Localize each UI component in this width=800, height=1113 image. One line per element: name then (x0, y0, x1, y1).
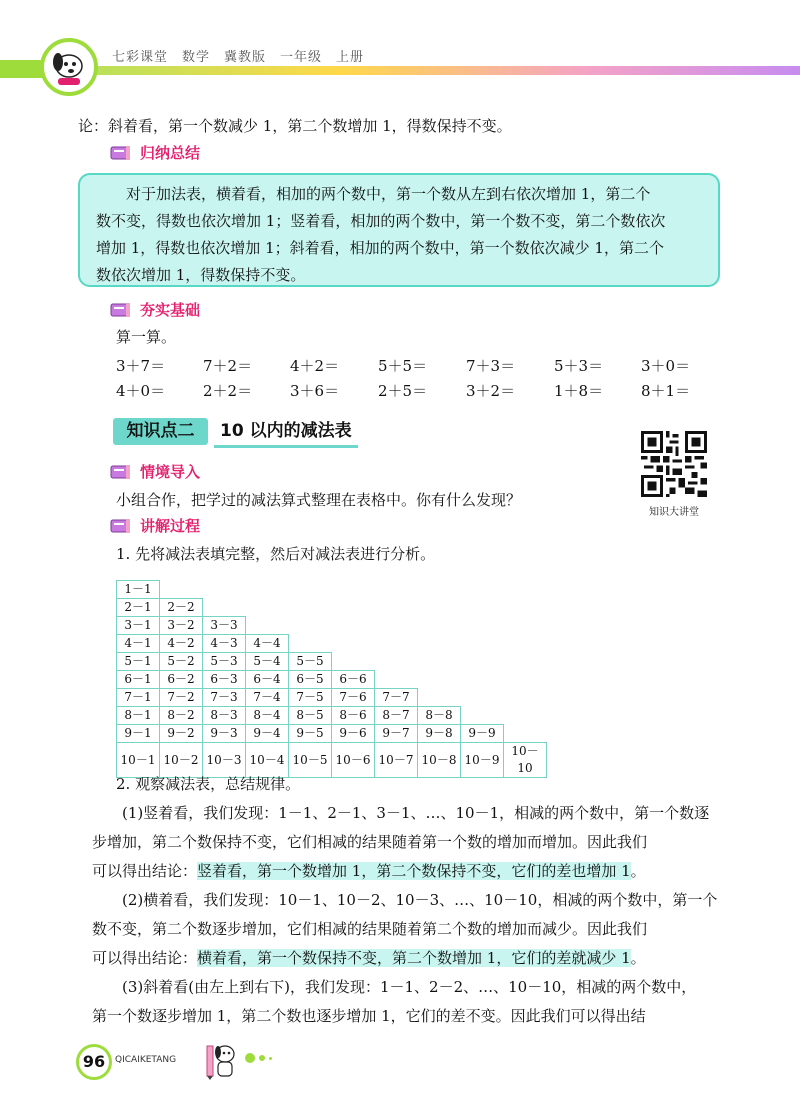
table-cell: 6－4 (246, 671, 289, 689)
notebook-icon (110, 302, 132, 318)
table-cell-empty (504, 707, 547, 725)
table-cell-empty (332, 635, 375, 653)
page-number: 96 (76, 1044, 112, 1080)
dog-pencil-icon (205, 1040, 239, 1080)
equation: 7＋3＝ (466, 357, 516, 375)
table-cell-empty (203, 599, 246, 617)
foundation-heading-text: 夯实基础 (140, 301, 201, 319)
paragraph-1-line-3-prefix: 可以得出结论： (92, 862, 198, 880)
table-cell: 6－1 (117, 671, 160, 689)
table-cell: 7－2 (160, 689, 203, 707)
summary-line-1: 对于加法表，横着看，相加的两个数中，第一个数从左到右依次增加 1，第二个 (126, 185, 651, 203)
table-cell-empty (461, 671, 504, 689)
notebook-icon (110, 518, 132, 534)
table-row (117, 671, 547, 689)
table-cell: 3－2 (160, 617, 203, 635)
table-cell: 8－5 (289, 707, 332, 725)
step-1: 1. 先将减法表填完整，然后对减法表进行分析。 (116, 545, 436, 563)
table-cell: 7－1 (117, 689, 160, 707)
table-cell: 6－6 (332, 671, 375, 689)
table-cell-empty (289, 617, 332, 635)
table-cell: 9－7 (375, 725, 418, 743)
table-cell: 9－9 (461, 725, 504, 743)
subtraction-table (116, 580, 547, 778)
table-row (117, 599, 547, 617)
paragraph-1-line-1: (1)竖着看，我们发现：1－1、2－1、3－1、…、10－1，相减的两个数中，第一个数逐 (122, 804, 710, 822)
dog-mascot-icon (44, 42, 94, 92)
table-cell-empty (332, 599, 375, 617)
table-cell-empty (504, 581, 547, 599)
table-cell: 10－1 (117, 743, 160, 778)
table-cell-empty (332, 617, 375, 635)
table-row (117, 617, 547, 635)
equation-row-2 (0, 380, 800, 406)
table-cell-empty (461, 581, 504, 599)
table-cell-empty (461, 635, 504, 653)
footer-brand: QICAIKETANG (115, 1055, 177, 1065)
table-cell: 10－6 (332, 743, 375, 778)
table-cell-empty (504, 671, 547, 689)
decor-dot (269, 1057, 272, 1060)
table-cell-empty (504, 599, 547, 617)
table-cell: 8－7 (375, 707, 418, 725)
table-cell-empty (375, 617, 418, 635)
table-cell: 5－4 (246, 653, 289, 671)
table-cell-empty (375, 599, 418, 617)
knowledge-point-title: 10 以内的减法表 (214, 418, 358, 448)
table-cell-empty (289, 581, 332, 599)
equation: 2＋5＝ (378, 382, 428, 400)
table-cell: 1－1 (117, 581, 160, 599)
situation-heading (110, 461, 200, 482)
table-cell: 8－1 (117, 707, 160, 725)
paragraph-2-line-3 (92, 944, 732, 973)
paragraph-3 (92, 973, 732, 1031)
table-cell: 10－2 (160, 743, 203, 778)
equation-row-1 (0, 355, 800, 381)
table-cell: 5－3 (203, 653, 246, 671)
table-cell: 10－10 (504, 743, 547, 778)
summary-line-4: 数依次增加 1，得数保持不变。 (96, 266, 306, 284)
table-cell-empty (418, 689, 461, 707)
table-cell: 7－3 (203, 689, 246, 707)
foundation-heading (110, 299, 200, 320)
table-cell-empty (418, 671, 461, 689)
qr-caption: 知识大讲堂 (649, 507, 699, 518)
table-cell: 10－9 (461, 743, 504, 778)
table-cell-empty (375, 653, 418, 671)
summary-box (78, 173, 720, 287)
table-cell-empty (160, 581, 203, 599)
summary-heading (110, 142, 200, 163)
notebook-icon (110, 145, 132, 161)
table-cell-empty (375, 581, 418, 599)
table-cell-empty (504, 617, 547, 635)
equation: 7＋2＝ (203, 357, 253, 375)
equation: 3＋6＝ (290, 382, 340, 400)
equation: 1＋8＝ (554, 382, 604, 400)
table-row (117, 707, 547, 725)
table-row (117, 725, 547, 743)
paragraph-3-line-2: 第一个数逐步增加 1，第二个数也逐步增加 1，它们的差不变。因此我们可以得出结 (92, 1007, 646, 1025)
table-cell: 4－4 (246, 635, 289, 653)
table-cell: 9－6 (332, 725, 375, 743)
table-cell-empty (461, 707, 504, 725)
decor-dot (245, 1053, 255, 1063)
table-cell-empty (332, 581, 375, 599)
table-cell: 2－1 (117, 599, 160, 617)
table-cell-empty (504, 725, 547, 743)
paragraph-1-line-2: 步增加，第二个数保持不变，它们相减的结果随着第一个数的增加而增加。因此我们 (92, 833, 648, 851)
table-cell: 4－2 (160, 635, 203, 653)
table-row (117, 689, 547, 707)
paragraph-2-line-1: (2)横着看，我们发现：10－1、10－2、10－3、…、10－10，相减的两个数中，第一个 (122, 891, 718, 909)
table-cell: 6－2 (160, 671, 203, 689)
table-cell: 8－6 (332, 707, 375, 725)
table-cell: 10－7 (375, 743, 418, 778)
equation: 4＋0＝ (116, 382, 166, 400)
table-cell: 10－8 (418, 743, 461, 778)
table-cell-empty (246, 617, 289, 635)
equation: 5＋5＝ (378, 357, 428, 375)
explain-heading-text: 讲解过程 (140, 517, 201, 535)
situation-heading-text: 情境导入 (140, 463, 201, 481)
table-cell: 4－1 (117, 635, 160, 653)
table-cell: 7－5 (289, 689, 332, 707)
table-cell-empty (418, 653, 461, 671)
summary-line-2: 数不变，得数也依次增加 1；竖着看，相加的两个数中，第一个数不变，第二个数依次 (96, 212, 666, 230)
table-cell: 3－1 (117, 617, 160, 635)
table-cell: 9－3 (203, 725, 246, 743)
table-cell: 8－4 (246, 707, 289, 725)
paragraph-2-highlight: 横着看，第一个数保持不变，第二个数增加 1，它们的差就减少 1 (197, 949, 631, 967)
paragraph-2-line-2: 数不变，第二个数逐步增加，它们相减的结果随着第二个数的增加而减少。因此我们 (92, 920, 648, 938)
table-cell: 9－1 (117, 725, 160, 743)
table-cell-empty (246, 599, 289, 617)
table-cell: 9－2 (160, 725, 203, 743)
table-cell-empty (461, 689, 504, 707)
paragraph-2-line-3-prefix: 可以得出结论： (92, 949, 198, 967)
equation: 3＋7＝ (116, 357, 166, 375)
table-cell: 7－7 (375, 689, 418, 707)
table-cell-empty (504, 689, 547, 707)
table-cell: 5－1 (117, 653, 160, 671)
paragraph-1-line-3-suffix: 。 (630, 862, 646, 880)
table-cell-empty (375, 671, 418, 689)
paragraph-1-highlight: 竖着看，第一个数增加 1，第二个数保持不变，它们的差也增加 1 (197, 862, 631, 880)
paragraph-1-line-3 (92, 857, 732, 886)
equation: 2＋2＝ (203, 382, 253, 400)
table-cell-empty (504, 635, 547, 653)
table-cell-empty (461, 653, 504, 671)
table-cell: 3－3 (203, 617, 246, 635)
knowledge-point-badge: 知识点二 (113, 418, 208, 445)
table-cell: 6－3 (203, 671, 246, 689)
header-title: 七彩课堂 数学 冀教版 一年级 上册 (112, 50, 365, 65)
table-cell-empty (418, 599, 461, 617)
table-cell-empty (203, 581, 246, 599)
paragraph-3-line-1: (3)斜着看(由左上到右下)，我们发现：1－1、2－2、…、10－10，相减的两个数中， (122, 978, 697, 996)
mascot-logo (40, 38, 98, 96)
table-cell-empty (332, 653, 375, 671)
table-cell-empty (375, 635, 418, 653)
table-cell: 4－3 (203, 635, 246, 653)
table-cell-empty (246, 581, 289, 599)
summary-heading-text: 归纳总结 (140, 144, 201, 162)
explain-heading (110, 515, 200, 536)
equation: 3＋0＝ (641, 357, 691, 375)
header-rainbow-stripe (92, 66, 800, 75)
equation: 8＋1＝ (641, 382, 691, 400)
summary-line-3: 增加 1，得数也依次增加 1；斜着看，相加的两个数中，第一个数依次减少 1，第二个 (96, 239, 664, 257)
equation: 4＋2＝ (290, 357, 340, 375)
table-cell: 6－5 (289, 671, 332, 689)
table-cell: 10－5 (289, 743, 332, 778)
notebook-icon (110, 464, 132, 480)
step-2: 2. 观察减法表，总结规律。 (116, 775, 301, 793)
foundation-instruction: 算一算。 (116, 328, 177, 346)
table-cell: 10－4 (246, 743, 289, 778)
table-cell-empty (289, 635, 332, 653)
table-cell: 7－6 (332, 689, 375, 707)
table-cell: 7－4 (246, 689, 289, 707)
table-cell: 8－3 (203, 707, 246, 725)
paragraph-2 (92, 886, 732, 973)
table-cell-empty (418, 581, 461, 599)
table-cell: 10－3 (203, 743, 246, 778)
conclusion-line: 论：斜着看，第一个数减少 1，第二个数增加 1，得数保持不变。 (78, 117, 512, 135)
paragraph-1 (92, 799, 732, 886)
decor-dot (259, 1055, 265, 1061)
table-cell: 9－4 (246, 725, 289, 743)
table-cell: 8－2 (160, 707, 203, 725)
table-cell-empty (461, 599, 504, 617)
table-cell: 5－5 (289, 653, 332, 671)
situation-text: 小组合作，把学过的减法算式整理在表格中。你有什么发现？ (116, 491, 522, 509)
table-row (117, 635, 547, 653)
table-cell-empty (289, 599, 332, 617)
table-cell-empty (418, 635, 461, 653)
table-cell-empty (418, 617, 461, 635)
table-cell: 9－5 (289, 725, 332, 743)
table-cell: 2－2 (160, 599, 203, 617)
table-cell-empty (461, 617, 504, 635)
paragraph-2-line-3-suffix: 。 (630, 949, 646, 967)
table-cell: 9－8 (418, 725, 461, 743)
equation: 3＋2＝ (466, 382, 516, 400)
table-cell-empty (504, 653, 547, 671)
table-cell: 5－2 (160, 653, 203, 671)
qr-code-icon[interactable] (641, 431, 707, 497)
equation: 5＋3＝ (554, 357, 604, 375)
table-cell: 8－8 (418, 707, 461, 725)
table-row (117, 653, 547, 671)
table-row (117, 581, 547, 599)
